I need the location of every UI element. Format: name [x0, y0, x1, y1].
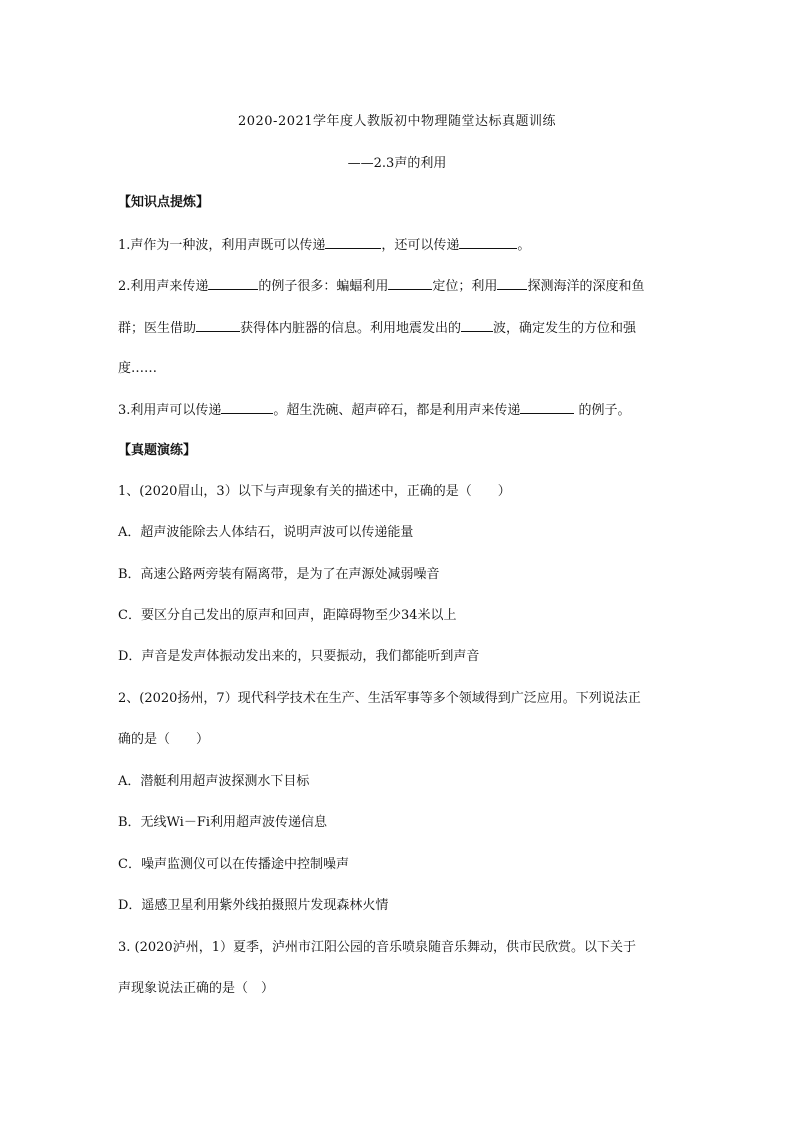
text-segment: 波，确定发生的方位和强	[493, 321, 637, 336]
question-2-option-b: B．无线Wi－Fi利用超声波传递信息	[118, 815, 328, 830]
question-1-option-c: C．要区分自己发出的原声和回声，距障碍物至少34米以上	[118, 608, 457, 623]
section-heading-exercises: 【真题演练】	[118, 443, 197, 458]
answer-blank	[388, 276, 432, 290]
question-2-option-d: D．遥感卫星利用紫外线拍摄照片发现森林火情	[118, 898, 389, 913]
text-segment: 群；医生借助	[118, 321, 197, 336]
question-2-option-c: C．噪声监测仪可以在传播途中控制噪声	[118, 857, 349, 872]
text-segment: 获得体内脏器的信息。利用地震发出的	[240, 321, 462, 336]
document-subtitle: ——2.3声的利用	[347, 156, 447, 171]
answer-blank	[497, 276, 527, 290]
text-segment: 2.利用声来传递	[118, 279, 209, 294]
knowledge-item-3	[118, 400, 678, 420]
question-2-cont: 确的是（ ）	[118, 732, 210, 747]
text-segment: ，还可以传递	[381, 238, 460, 253]
question-3: 3. (2020泸州，1）夏季，泸州市江阳公园的音乐喷泉随音乐舞动，供市民欣赏。以下关于	[118, 940, 636, 955]
knowledge-item-2-end: 度……	[118, 361, 158, 376]
answer-blank	[459, 235, 517, 249]
answer-blank	[208, 276, 258, 290]
section-heading-knowledge: 【知识点提炼】	[118, 195, 210, 210]
question-2: 2、(2020扬州，7）现代科学技术在生产、生活军事等多个领域得到广泛应用。下列说法正	[118, 691, 641, 706]
text-segment: 3.利用声可以传递	[118, 403, 222, 418]
question-1-option-b: B．高速公路两旁装有隔离带，是为了在声源处减弱噪音	[118, 567, 440, 582]
answer-blank	[325, 235, 381, 249]
answer-blank	[221, 400, 273, 414]
question-1-option-d: D．声音是发声体振动发出来的，只要振动，我们都能听到声音	[118, 649, 480, 664]
text-segment: 定位；利用	[432, 279, 498, 294]
document-title: 2020-2021学年度人教版初中物理随堂达标真题训练	[237, 114, 557, 129]
question-2-option-a: A．潜艇利用超声波探测水下目标	[118, 774, 310, 789]
knowledge-item-1	[118, 235, 678, 255]
text-segment: 1.声作为一种波，利用声既可以传递	[118, 238, 326, 253]
text-segment: 。	[517, 238, 531, 253]
knowledge-item-2-cont	[118, 318, 678, 338]
text-segment: 探测海洋的深度和鱼	[527, 279, 645, 294]
question-1: 1、(2020眉山，3）以下与声现象有关的描述中，正确的是（ ）	[118, 484, 511, 499]
text-segment: 。超生洗碗、超声碎石，都是利用声来传递	[273, 403, 521, 418]
answer-blank	[196, 318, 240, 332]
question-3-cont: 声现象说法正确的是（ ）	[118, 981, 275, 996]
answer-blank	[520, 400, 574, 414]
answer-blank	[461, 318, 493, 332]
text-segment: 的例子很多：蝙蝠利用	[258, 279, 389, 294]
text-segment: 的例子。	[574, 403, 631, 418]
knowledge-item-2	[118, 276, 678, 296]
question-1-option-a: A．超声波能除去人体结石，说明声波可以传递能量	[118, 525, 414, 540]
